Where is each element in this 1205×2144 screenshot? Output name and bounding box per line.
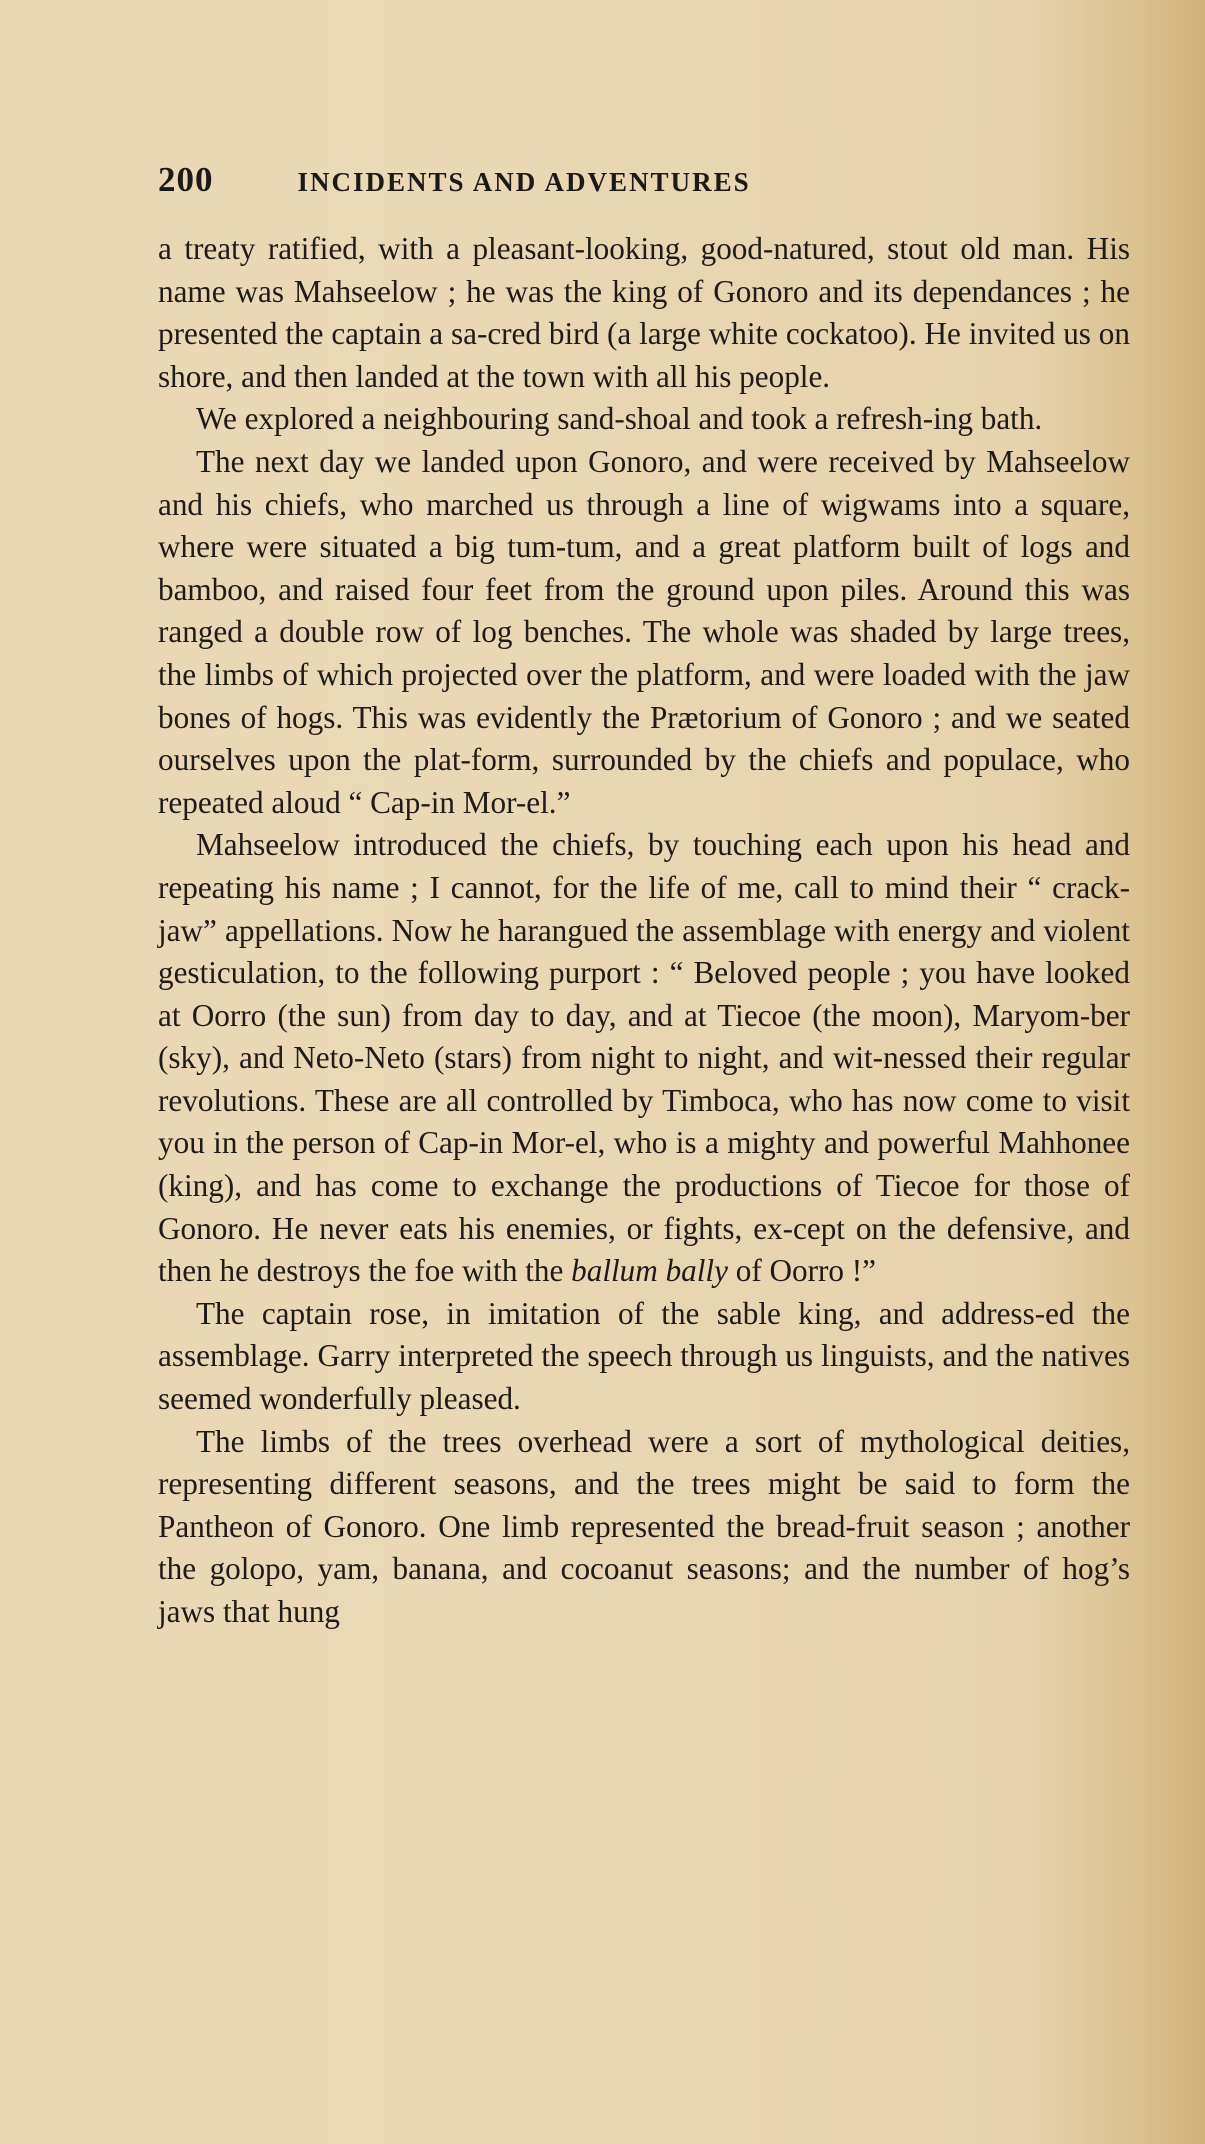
body-text bbox=[158, 228, 1130, 1634]
paragraph-6: The limbs of the trees overhead were a sort of mythological deities, representing different seasons, and the trees might be said to form the Pantheon of Gonoro. One limb represented the bread-fruit season ; another the golopo, yam, banana, and cocoanut seasons; and the number of hog’s jaws that hung bbox=[158, 1423, 1130, 1629]
paragraph-4-italic-phrase: ballum bally bbox=[571, 1253, 728, 1289]
paragraph-1: a treaty ratified, with a pleasant-looking, good-natured, stout old man. His name was Mahseelow ; he was the king of Gonoro and its dependances ; he presented the captain a sa-cred bird (a large white cockatoo). He invited us on shore, and then landed at the town with all his people. bbox=[158, 231, 1130, 394]
paragraph-2: We explored a neighbouring sand-shoal and took a refresh-ing bath. bbox=[196, 401, 1043, 437]
paragraph-5: The captain rose, in imitation of the sable king, and address-ed the assemblage. Garry interpreted the speech through us linguists, and the natives seemed wonderfully pleased. bbox=[158, 1295, 1130, 1417]
running-title: INCIDENTS AND ADVENTURES bbox=[297, 167, 751, 197]
page-number: 200 bbox=[158, 160, 214, 199]
paragraph-4-text: Mahseelow introduced the chiefs, by touching each upon his head and repeating his name ; I cannot, for the life of me, call to mind their “ crack-jaw” appellations. Now he harangued the assemblage with energy and violent gesticulation, to the following purport : “ Beloved people ; you have looked at Oorro (the sun) from day to day, and at Tiecoe (the moon), Maryom-ber (sky), and Neto-Neto (stars) from night to night, and wit-nessed their regular revolutions. These are all controlled by Timboca, who has now come to visit you in the person of Cap-in Mor-el, who is a mighty and powerful Mahhonee (king), and has come to exchange the productions of Tiecoe for those of Gonoro. He never eats his enemies, or fights, ex-cept on the defensive, and then he destroys the foe with the bbox=[158, 827, 1130, 1289]
paragraph-4-text-end: of Oorro !” bbox=[735, 1253, 877, 1289]
paragraph-4 bbox=[158, 824, 1130, 1293]
paragraph-3: The next day we landed upon Gonoro, and were received by Mahseelow and his chiefs, who marched us through a line of wigwams into a square, where were situated a big tum-tum, and a great platform built of logs and bamboo, and raised four feet from the ground upon piles. Around this was ranged a double row of log benches. The whole was shaded by large trees, the limbs of which projected over the platform, and were loaded with the jaw bones of hogs. This was evidently the Prætorium of Gonoro ; and we seated ourselves upon the plat-form, surrounded by the chiefs and populace, who repeated aloud “ Cap-in Mor-el.” bbox=[158, 443, 1130, 820]
running-head bbox=[158, 160, 1138, 200]
